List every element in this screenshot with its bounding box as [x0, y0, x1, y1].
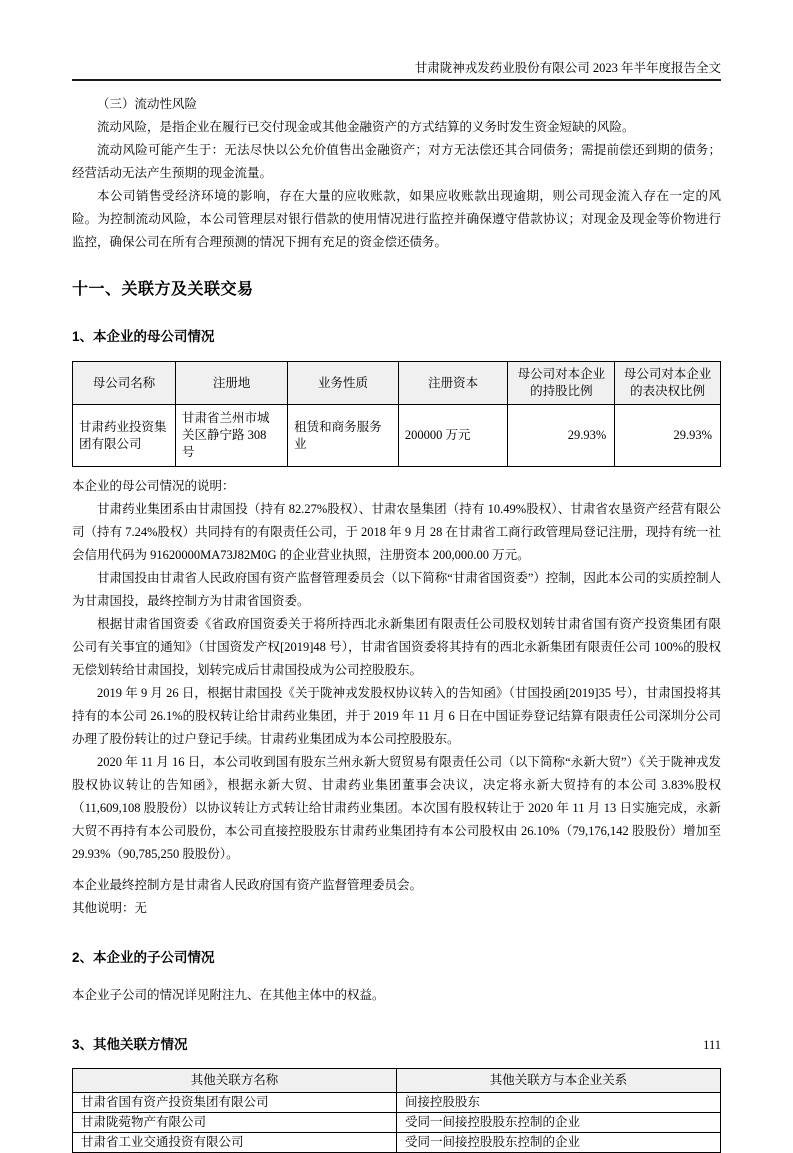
- liquidity-risk-heading: （三）流动性风险: [97, 97, 198, 111]
- page-number: 111: [703, 1038, 721, 1052]
- report-header: [72, 0, 721, 81]
- report-header-title: 甘肃陇神戎发药业股份有限公司 2023 年半年度报告全文: [414, 61, 721, 75]
- subsidiaries-paragraph: 本企业子公司的情况详见附注九、在其他主体中的权益。: [72, 988, 385, 1002]
- column-header-parent-name: 母公司名称: [73, 362, 176, 405]
- subsection-title-parent-company: 1、本企业的母公司情况: [72, 329, 215, 344]
- parent-company-note-heading: 本企业的母公司情况的说明：: [72, 479, 235, 493]
- cell-related-party-name: 甘肃省工业交通投资有限公司: [73, 1133, 397, 1153]
- other-related-table-row: [73, 1133, 721, 1153]
- other-related-table-row: [73, 1113, 721, 1133]
- liquidity-risk-paragraph-2: 流动风险可能产生于：无法尽快以公允价值售出金融资产；对方无法偿还其合同债务；需提前偿还到期的债务；经营活动无法产生预期的现金流量。: [72, 143, 721, 180]
- subsection-title-subsidiaries: 2、本企业的子公司情况: [72, 950, 215, 965]
- column-header-business-nature: 业务性质: [288, 362, 399, 405]
- cell-registered-place: 甘肃省兰州市城关区静宁路 308 号: [176, 405, 288, 467]
- column-header-related-party-relation: 其他关联方与本企业关系: [397, 1069, 721, 1093]
- other-note-statement: 其他说明：无: [72, 901, 148, 915]
- parent-company-note-paragraph-4: 2019 年 9 月 26 日，根据甘肃国投《关于陇神戎发股权协议转入的告知函》（甘国投函[2019]35 号），甘肃国投将其持有的本公司 26.1%的股权转让给甘肃药业集团，并于 2019 年 11 月 6 日在中国证券登记结算有限责任公司深圳分公司办理了股份转让的过户登记手续。甘肃药业集团成为本公司控股股东。: [72, 686, 721, 746]
- parent-company-note-paragraph-2: 甘肃国投由甘肃省人民政府国有资产监督管理委员会（以下简称“甘肃省国资委”）控制，因此本公司的实质控制人为甘肃国投，最终控制方为甘肃省国资委。: [72, 571, 721, 608]
- cell-business-nature: 租赁和商务服务业: [288, 405, 399, 467]
- other-related-table-header-row: [73, 1069, 721, 1093]
- cell-shareholding-ratio: 29.93%: [508, 405, 615, 467]
- cell-related-party-name: 甘肃陇菀物产有限公司: [73, 1113, 397, 1133]
- page-content: [72, 93, 721, 1153]
- cell-related-party-relation: 受同一间接控股股东控制的企业: [397, 1113, 721, 1133]
- cell-registered-capital: 200000 万元: [398, 405, 508, 467]
- column-header-registered-capital: 注册资本: [398, 362, 508, 405]
- other-related-table-row: [73, 1093, 721, 1113]
- subsection-title-other-related: 3、其他关联方情况: [72, 1037, 188, 1052]
- column-header-registered-place: 注册地: [176, 362, 288, 405]
- parent-company-note-paragraph-3: 根据甘肃省国资委《省政府国资委关于将所持西北永新集团有限责任公司股权划转甘肃省国有资产投资集团有限公司有关事宜的通知》（甘国资发产权[2019]48 号），甘肃省国资委将其持有的西北永新集团有限责任公司 100%的股权无偿划转给甘肃国投，划转完成后甘肃国投成为公司控股股东。: [72, 617, 721, 677]
- cell-related-party-relation: 受同一间接控股股东控制的企业: [397, 1133, 721, 1153]
- cell-voting-ratio: 29.93%: [615, 405, 721, 467]
- parent-company-table: [72, 361, 721, 467]
- parent-company-table-header-row: [73, 362, 721, 405]
- parent-company-note-paragraph-5: 2020 年 11 月 16 日，本公司收到国有股东兰州永新大贸贸易有限责任公司（以下简称“永新大贸”）《关于陇神戎发股权协议转让的告知函》，根据永新大贸、甘肃药业集团董事会决议，决定将永新大贸持有的本公司 3.83%股权（11,609,108 股股份）以协议转让方式转让给甘肃药业集团。本次国有股权转让于 2020 年 11 月 13 日实施完成，永新大贸不再持有本公司股份，本公司直接控股股东甘肃药业集团持有本公司股权由 26.10%（79,176,142 股股份）增加至 29.93%（90,785,250 股股份）。: [72, 755, 721, 861]
- column-header-voting-ratio: 母公司对本企业的表决权比例: [615, 362, 721, 405]
- parent-company-table-row: [73, 405, 721, 467]
- ultimate-controller-statement: 本企业最终控制方是甘肃省人民政府国有资产监督管理委员会。: [72, 878, 423, 892]
- cell-parent-name: 甘肃药业投资集团有限公司: [73, 405, 176, 467]
- liquidity-risk-paragraph-3: 本公司销售受经济环境的影响，存在大量的应收账款，如果应收账款出现逾期，则公司现金流入存在一定的风险。为控制流动风险，本公司管理层对银行借款的使用情况进行监控并确保遵守借款协议；对现金及现金等价物进行监控，确保公司在所有合理预测的情况下拥有充足的资金偿还债务。: [72, 189, 721, 249]
- other-related-party-table: [72, 1068, 721, 1153]
- column-header-shareholding-ratio: 母公司对本企业的持股比例: [508, 362, 615, 405]
- section-title-related-party: 十一、关联方及关联交易: [72, 281, 254, 298]
- liquidity-risk-paragraph-1: 流动风险，是指企业在履行已交付现金或其他金融资产的方式结算的义务时发生资金短缺的风险。: [97, 120, 635, 134]
- cell-related-party-name: 甘肃省国有资产投资集团有限公司: [73, 1093, 397, 1113]
- parent-company-note-paragraph-1: 甘肃药业集团系由甘肃国投（持有 82.27%股权）、甘肃农垦集团（持有 10.49%股权）、甘肃省农垦资产经营有限公司（持有 7.24%股权）共同持有的有限责任公司，于 2018 年 9 月 28 在甘肃省工商行政管理局登记注册，现持有统一社会信用代码为 91620000MA73J82M0G 的企业营业执照，注册资本 200,000.00 万元。: [72, 502, 721, 562]
- column-header-related-party-name: 其他关联方名称: [73, 1069, 397, 1093]
- cell-related-party-relation: 间接控股股东: [397, 1093, 721, 1113]
